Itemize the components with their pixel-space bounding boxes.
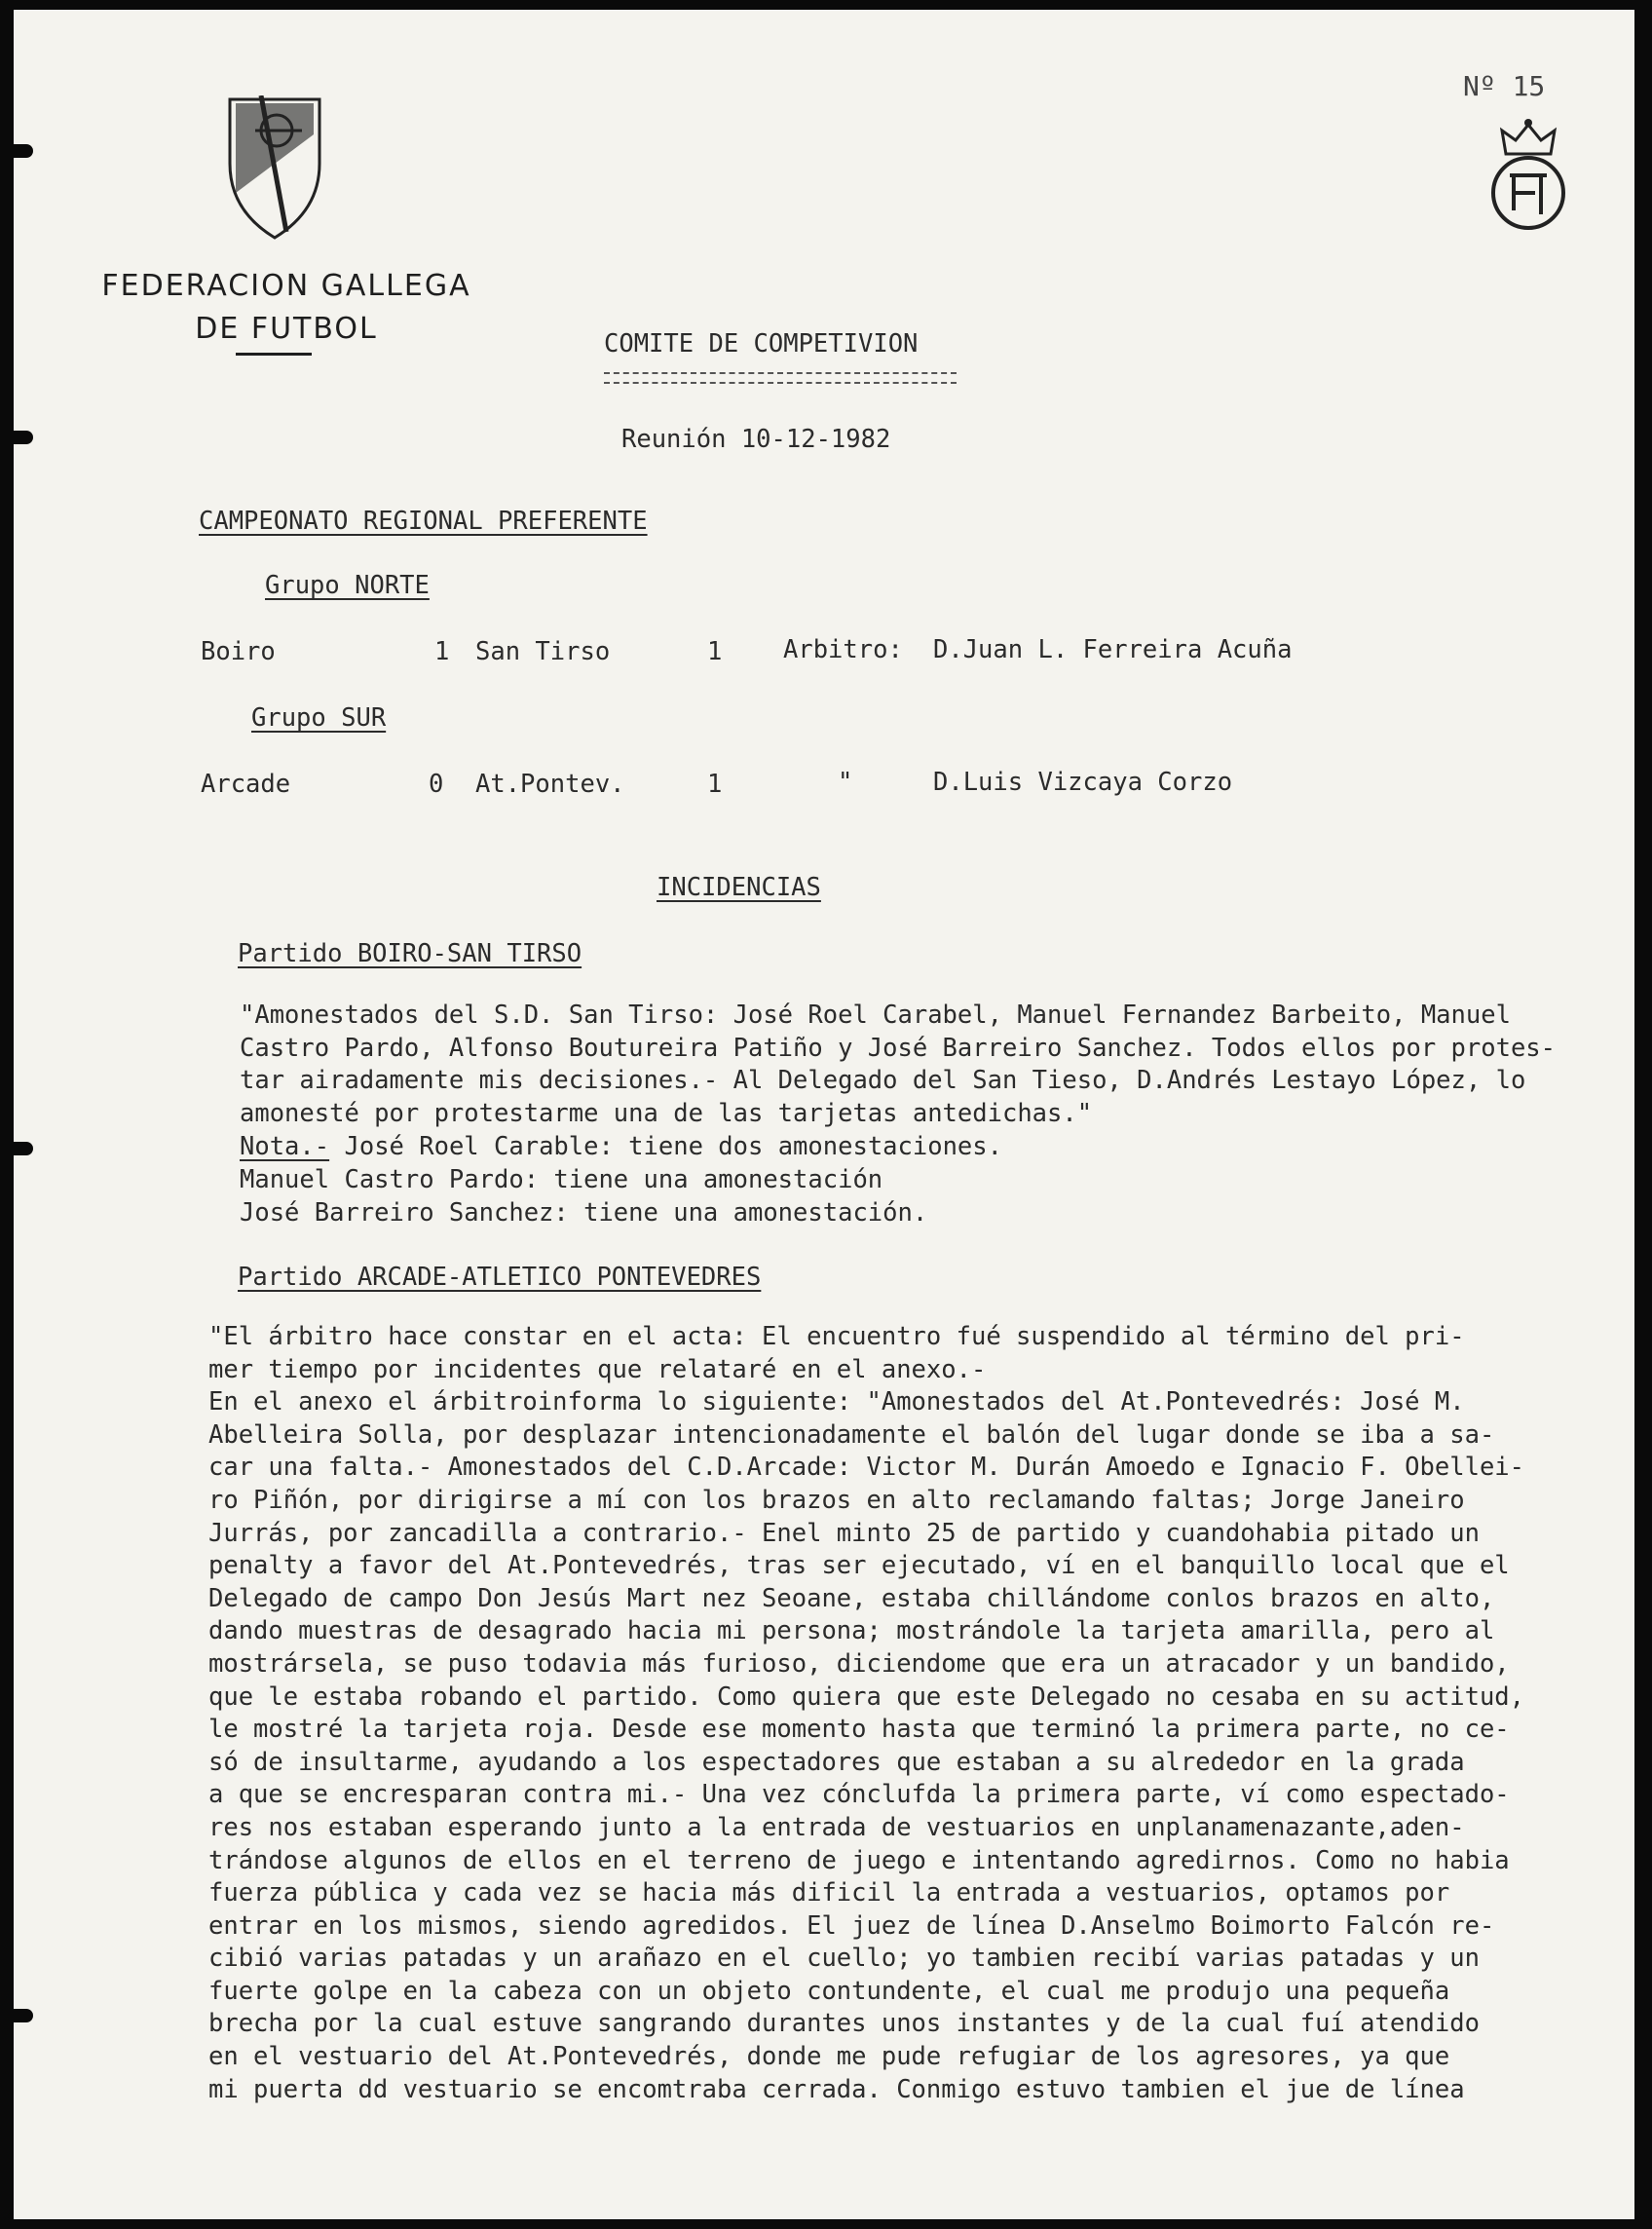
referee-name: D.Luis Vizcaya Corzo bbox=[933, 768, 1233, 797]
championship-title: CAMPEONATO REGIONAL PREFERENTE bbox=[199, 507, 648, 536]
ditto-mark: " bbox=[838, 768, 853, 797]
document-number: Nº 15 bbox=[1463, 70, 1546, 102]
home-score: 0 bbox=[429, 770, 444, 799]
binder-hole bbox=[14, 431, 33, 444]
binder-hole bbox=[14, 144, 33, 158]
away-score: 1 bbox=[707, 637, 723, 666]
match1-report: "Amonestados del S.D. San Tirso: José Roel Carabel, Manuel Fernandez Barbeito, Manuel Castro Pardo, Alfonso Boutureira Patiño y José Barreiro Sanchez. Todos ellos por protes- tar airadamente mis decisiones.- Al Delegado del San Tieso, D.Andrés Lestayo López, lo amonesté por protestarme una de las tarjetas antedichas." bbox=[240, 1001, 1557, 1128]
meeting-date: Reunión 10-12-1982 bbox=[621, 425, 891, 454]
document-page bbox=[14, 10, 1634, 2219]
home-team: Arcade bbox=[201, 770, 291, 799]
referee-label: Arbitro: bbox=[783, 635, 903, 664]
referee-name: D.Juan L. Ferreira Acuña bbox=[933, 635, 1293, 664]
home-score: 1 bbox=[434, 637, 450, 666]
federation-crest-icon bbox=[226, 95, 323, 242]
federation-line2: DE FUTBOL bbox=[195, 312, 378, 346]
note-line: Manuel Castro Pardo: tiene una amonestación bbox=[240, 1165, 883, 1194]
match1-heading: Partido BOIRO-SAN TIRSO bbox=[238, 939, 582, 968]
group-norte-label: Grupo NORTE bbox=[265, 571, 430, 600]
note-line: José Roel Carable: tiene dos amonestaciones. bbox=[344, 1132, 1002, 1161]
note-line: José Barreiro Sanchez: tiene una amonestación. bbox=[240, 1198, 928, 1228]
incidencias-heading: INCIDENCIAS bbox=[657, 873, 821, 902]
away-team: San Tirso bbox=[475, 637, 611, 666]
royal-crown-crest-icon bbox=[1484, 117, 1572, 234]
federation-line1: FEDERACION GALLEGA bbox=[101, 269, 471, 303]
home-team: Boiro bbox=[201, 637, 276, 666]
federation-name bbox=[72, 265, 501, 351]
binder-hole bbox=[14, 1142, 33, 1155]
note-label: Nota.- bbox=[240, 1132, 330, 1161]
double-underline bbox=[604, 372, 957, 384]
committee-title: COMITE DE COMPETIVION bbox=[604, 329, 919, 359]
away-team: At.Pontev. bbox=[475, 770, 625, 799]
match2-report: "El árbitro hace constar en el acta: El encuentro fué suspendido al término del pri- mer tiempo por incidentes que relataré en el anexo.- En el anexo el árbitroinforma lo siguiente: "Amonestados del At.Pontevedrés: José M. Abelleira Solla, por desplazar intencionadamente el balón del lugar donde se iba a sa- car una falta.- Amonestados del C.D.Arcade: Victor M. Durán Amoedo e Ignacio F. Obellei- ro Piñón, por dirigirse a mí con los brazos en alto reclamando faltas; Jorge Janeiro Jurrás, por zancadilla a contrario.- Enel minto 25 de partido y cuandohabia pitado un penalty a favor del At.Pontevedrés, tras ser ejecutado, ví en el banquillo local que el Delegado de campo Don Jesús Mart nez Seoane, estaba chillándome conlos brazos en alto, dando muestras de desagrado hacia mi persona; mostrándole la tarjeta amarilla, pero al mostrársela, se puso todavia más furioso, diciendome que era un atracador y un bandido, que le estaba robando el partido. Como quiera que este Delegado no cesaba en su actitud, le mostré la tarjeta roja. Desde ese momento hasta que terminó la primera parte, no ce- só de insultarme, ayudando a los espectadores que estaban a su alrededor en la grada a que se encresparan contra mi.- Una vez cónclufda la primera parte, ví como espectado- res nos estaban esperando junto a la entrada de vestuarios en unplanamenazante,aden- trándose algunos de ellos en el terreno de juego e intentando agredirnos. Como no habia fuerza pública y cada vez se hacia más dificil la entrada a vestuarios, optamos por entrar en los mismos, siendo agredidos. El juez de línea D.Anselmo Boimorto Falcón re- cibió varias patadas y un arañazo en el cuello; yo tambien recibí varias patadas y un fuerte golpe en la cabeza con un objeto contundente, el cual me produjo una pequeña brecha por la cual estuve sangrando durantes unos instantes y de la cual fuí atendido en el vestuario del At.Pontevedrés, donde me pude refugiar de los agresores, ya que mi puerta dd vestuario se encomtraba cerrada. Conmigo estuvo tambien el jue de línea bbox=[208, 1322, 1525, 2104]
group-sur-label: Grupo SUR bbox=[251, 703, 387, 733]
binder-hole bbox=[14, 2009, 33, 2022]
away-score: 1 bbox=[707, 770, 723, 799]
divider bbox=[236, 353, 312, 356]
match2-heading: Partido ARCADE-ATLETICO PONTEVEDRES bbox=[238, 1263, 762, 1292]
